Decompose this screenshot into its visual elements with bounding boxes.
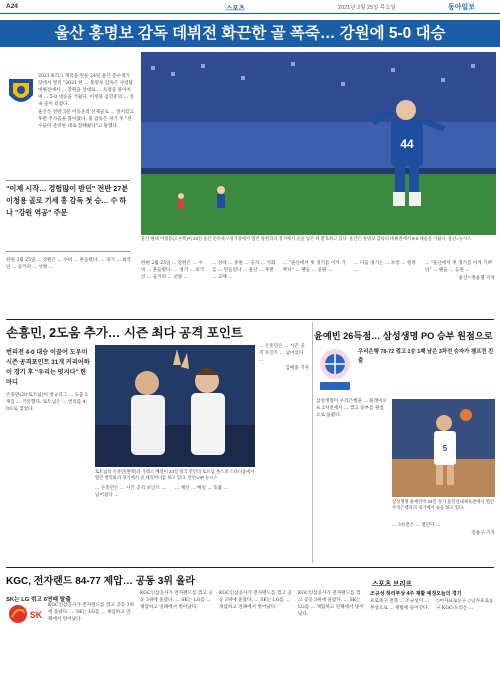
brief2-title: 오늘의 경기: [436, 591, 462, 597]
story3-photo-caption: 삼성생명 윤예빈이 24일 경기 용인실내체육관에서 열린 우리은행과의 경기에서 슛을 하고 있다.: [392, 499, 495, 510]
story4-col1: KGC인삼공사가 전자랜드를 꺾고 공동 3위에 올랐다. ... SK는 LG를 ... 제압하고 연패에서 벗어났다.: [48, 603, 134, 622]
svg-text:SK: SK: [29, 610, 43, 620]
story2-col4: ... 케인 ... 베일 ... 호흡 ...: [175, 486, 228, 491]
page-header: [0, 0, 500, 14]
story4-col4: KGC인삼공사가 전자랜드를 꺾고 공동 3위에 올랐다. ... SK는 LG를 ... 제압하고 연패에서 벗어났다.: [298, 591, 364, 617]
column-divider: [312, 322, 313, 563]
story1-col5: ... 다음 경기는 ... 포항 ... 원정 ...: [354, 261, 416, 273]
story1-col1-body: 한편 2월 25일 ... 강원은 ... 수비 ... 흔들렸다. ... 경기 ... 외국인 ... 골키퍼 ... 선방 ...: [6, 258, 132, 270]
briefs-title: 스포츠 브리프: [372, 581, 413, 588]
section-divider-2: [6, 567, 494, 568]
story2-headline: 손흥민, 2도움 추가… 시즌 최다 공격 포인트: [6, 326, 243, 340]
story1-col3: ... 상대 ... 중원 ... 공격 ... 기회를 ... 만들었다 ... 울산 ... 후반 ... 교체 ...: [212, 261, 276, 280]
paper-name: 동아일보: [448, 4, 476, 11]
story2-subheadline: 번리전 4-0 대승 이끌어 도우미 시즌 공격포인트 31개 커리어하이 경기 후 "우리는 멋지다" 한 마디: [6, 349, 90, 386]
story1-pull-quote: "이제 시작… 경험많이 받던" 전반 27분 이청용 골로 기세 흥 감독 첫 승… 수 하나 "강원 역공" 주문: [6, 180, 130, 252]
yoon-yebin-photo: [392, 399, 495, 497]
story4-headline: KGC, 전자랜드 84-77 제압… 공동 3위 올라: [6, 576, 196, 587]
story1-col6: ... "울산에서 첫 경기를 이겨 기쁘다" ... 팬들 ... 응원 ... 울산=정윤철 기자: [425, 261, 495, 281]
svg-text:5: 5: [442, 444, 448, 453]
brief2-body: ◇여자프로농구 ◇남자프로농구 KGC-오리온 ...: [436, 599, 494, 611]
story2-photo-caption: 토트넘의 손흥민(왼쪽)과 가레스 베일이 24일 영국 런던의 토트넘 홋스퍼 스타디움에서 열린 번리와의 경기에서 골 세리머니를 하고 있다. 런던=AP 뉴시스: [95, 469, 255, 480]
story1-col4: ... "울산에서 첫 경기를 이겨 기쁘다" ... 팬들 ... 응원 ...: [283, 261, 346, 273]
story2-col2: ... 손흥민은 ... 시즌 공격 포인트 ... 넘어섰다 ...: [95, 486, 166, 498]
svg-text:44: 44: [400, 137, 414, 151]
ulsan-celebration-photo: [141, 52, 496, 235]
main-photo-caption: 울산 현대 이청용(오른쪽)이 24일 울산 문수축구경기장에서 열린 강원과의 경기에서 골을 넣은 뒤 환호하고 있다. 울산은 홍명보 감독의 데뷔전에서 5-0 대승을 거뒀다. 울산=뉴시스: [141, 236, 472, 241]
ulsan-club-logo: [7, 77, 35, 109]
page-number: A24: [6, 3, 18, 10]
story2-col1: 손흥민(29·토트넘)이 정규리그 ... 도움 2개를 ... 기록했다. 토트넘은 ... 번리를 4-0으로 꺾었다.: [6, 393, 88, 412]
story1-col2: 한편 2월 25일 ... 강원은 ... 수비 ... 흔들렸다. ... 경기 ... 외국인 ... 골키퍼 ... 선방 ...: [141, 261, 205, 280]
story1-lead: 2021 K리그 개막을 앞둔 24일 울산 문수경기장에서 열린 "2021 한 ... 홍명보 감독은 사령탑 데뷔전에서 ... 강원을 상대로 ... 득점을 몰아치며 ... 5-0 대승을 거뒀다. 이청용 김민준의 ... 연속 골이 터졌다. 울산은 전반 3분 이동준의 선제골로 ... 앞서갔고 후반 추가골을 몰아쳤다. 홍 감독은 경기 후 "선수들이 준비한 대로 잘해줬다"고 말했다.: [38, 74, 134, 129]
story1-headline: 울산 홍명보 감독 데뷔전 화끈한 골 폭죽… 강원에 5-0 대승: [0, 20, 500, 47]
story3-subheadline: 우리은행 78-72 꺾고 1승 1패 남은 3차전 승자가 챔프전 진출: [358, 349, 494, 364]
story4-col2: KGC인삼공사가 전자랜드를 꺾고 공동 3위에 올랐다. ... SK는 LG를 ... 제압하고 연패에서 벗어났다.: [140, 591, 213, 610]
story3-col1: 삼성생명이 우리은행을 ... 플레이오프 2차전에서 ... 꺾고 승부를 원점으로 돌렸다.: [316, 399, 387, 418]
brief1-title: 조규성 허리부상 4주 재활 예정: [370, 591, 437, 597]
brief1-body: 프로축구 전북 ... 조규성이 ... 부상으로 ... 재활에 들어간다.: [370, 599, 430, 611]
story4-subheadline: SK는 LG 꺾고 6연패 탈출: [6, 597, 71, 603]
sk-team-logo: [6, 603, 46, 625]
story3-col2: ... 3차전은 ... 열린다 ... 강홍구 기자: [392, 523, 495, 536]
story4-col3: KGC인삼공사가 전자랜드를 꺾고 공동 3위에 올랐다. ... SK는 LG를 ... 제압하고 연패에서 벗어났다.: [219, 591, 292, 610]
section-label: 스포츠: [226, 5, 245, 12]
section-divider: [6, 319, 494, 320]
issue-date: 2021년 2월 25일 목요일: [338, 5, 396, 11]
story3-headline: 윤예빈 26득점… 삼성생명 PO 승부 원점으로: [314, 331, 493, 341]
samsung-team-logo: [316, 344, 354, 394]
story2-col5: ... 손흥민은 ... 시즌 공격 포인트 ... 넘어섰다 ... 김배중 기자: [259, 344, 309, 371]
